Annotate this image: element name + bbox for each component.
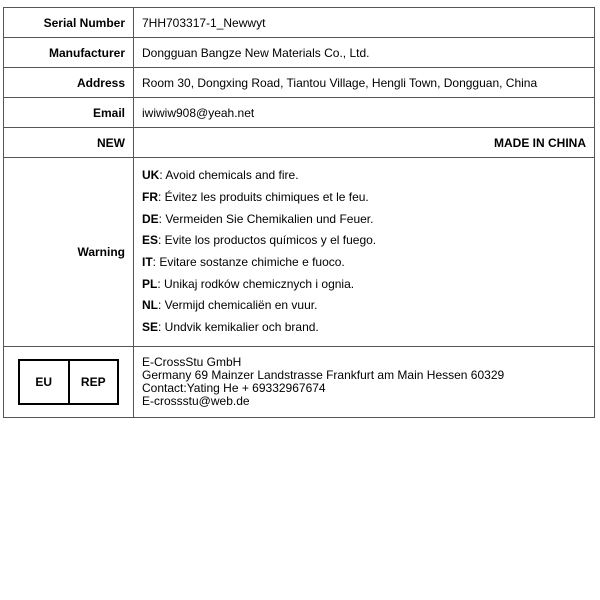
warning-label: Warning [4, 158, 134, 347]
warning-cell [134, 158, 595, 347]
address-value: Room 30, Dongxing Road, Tiantou Village, Hengli Town, Dongguan, China [134, 68, 595, 98]
warning-item-se [142, 317, 586, 339]
eu-rep-details [134, 347, 595, 418]
eu-rep-badge-cell [4, 347, 134, 418]
eu-rep-address: Germany 69 Mainzer Landstrasse Frankfurt am Main Hessen 60329 [142, 368, 505, 382]
eu-rep-row [4, 347, 595, 418]
condition-row [4, 128, 595, 158]
manufacturer-row [4, 38, 595, 68]
serial-number-row [4, 8, 595, 38]
warning-list [142, 159, 586, 345]
warning-text: : Avoid chemicals and fire. [159, 168, 299, 183]
warning-text: : Undvik kemikalier och brand. [158, 320, 319, 335]
address-row [4, 68, 595, 98]
warning-lang: SE [142, 320, 159, 335]
warning-text: : Vermeiden Sie Chemikalien und Feuer. [158, 211, 374, 226]
eu-rep-badge [18, 359, 119, 405]
warning-item-fr [142, 187, 586, 209]
warning-text: : Évitez les produits chimiques et le feu. [158, 189, 369, 204]
eu-rep-company: E-CrossStu GmbH [142, 355, 242, 369]
warning-text: : Vermijd chemicaliën en vuur. [158, 298, 318, 313]
warning-text: : Evite los productos químicos y el fuego. [158, 233, 377, 248]
warning-lang: ES [142, 233, 159, 248]
warning-lang: PL [142, 276, 158, 291]
warning-item-pl [142, 274, 586, 296]
product-label-table [3, 7, 595, 418]
manufacturer-label: Manufacturer [4, 38, 134, 68]
condition-label: NEW [4, 128, 134, 158]
serial-number-label: Serial Number [4, 8, 134, 38]
warning-item-de [142, 209, 586, 231]
warning-lang: FR [142, 189, 158, 204]
eu-badge-text: EU [35, 375, 53, 389]
manufacturer-value: Dongguan Bangze New Materials Co., Ltd. [134, 38, 595, 68]
made-in-value: MADE IN CHINA [134, 128, 595, 158]
address-label: Address [4, 68, 134, 98]
warning-item-nl [142, 295, 586, 317]
eu-rep-email: E-crossstu@web.de [142, 394, 250, 408]
warning-row [4, 158, 595, 347]
email-value: iwiwiw908@yeah.net [134, 98, 595, 128]
warning-item-uk [142, 165, 586, 187]
warning-item-es [142, 230, 586, 252]
email-label: Email [4, 98, 134, 128]
rep-badge-text: REP [68, 361, 118, 403]
warning-lang: UK [142, 168, 160, 183]
warning-lang: NL [142, 298, 158, 313]
eu-rep-contact: Contact:Yating He + 69332967674 [142, 381, 326, 395]
warning-lang: DE [142, 211, 159, 226]
warning-lang: IT [142, 255, 153, 269]
warning-text: : Evitare sostanze chimiche e fuoco. [152, 255, 345, 269]
email-row [4, 98, 595, 128]
warning-item-it [142, 252, 586, 274]
warning-text: : Unikaj rodków chemicznych i ognia. [157, 276, 355, 291]
serial-number-value: 7HH703317-1_Newwyt [134, 8, 595, 38]
